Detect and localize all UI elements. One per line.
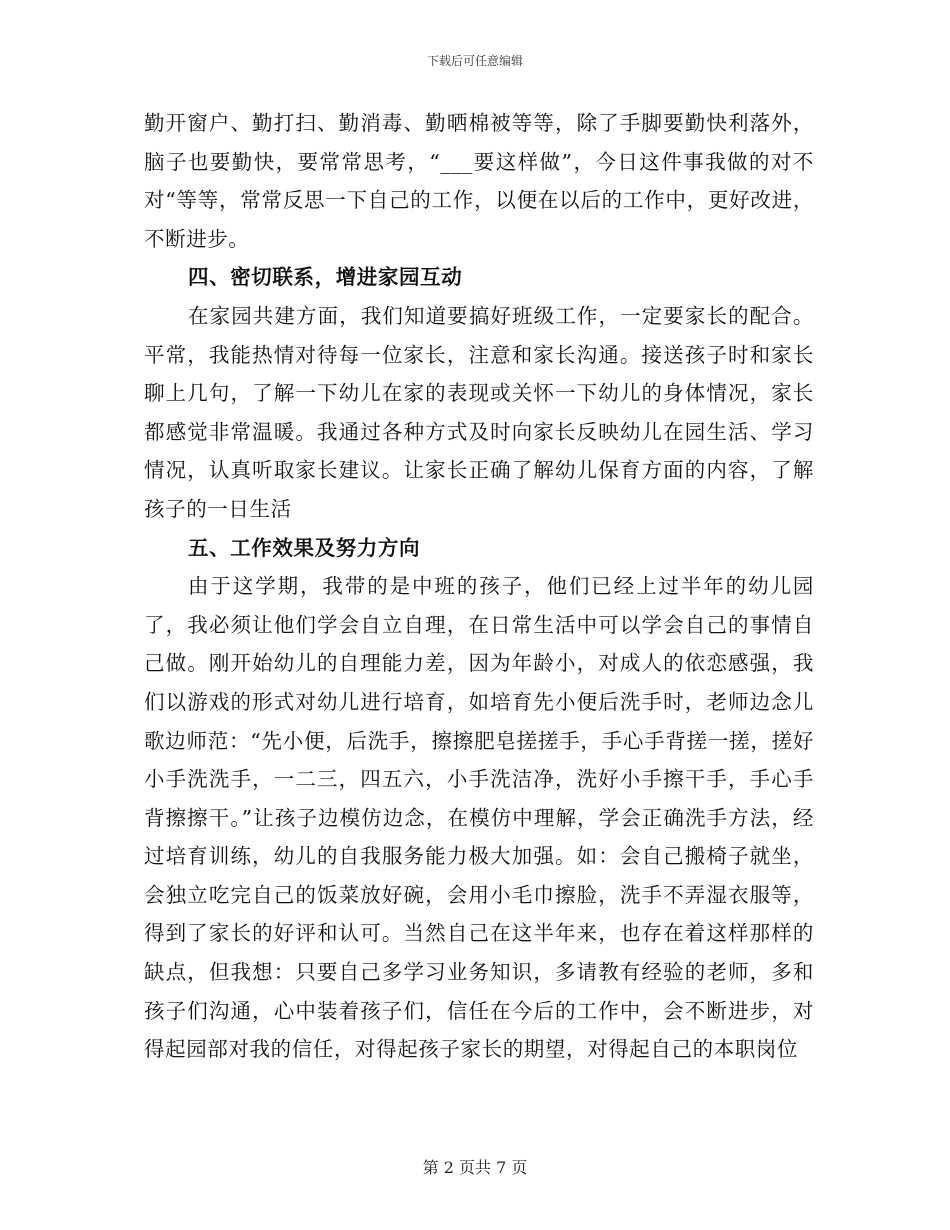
section-heading-4: 四、密切联系，增进家园互动 <box>188 265 463 290</box>
paragraph-cleaning: 勤开窗户、勤打扫、勤消毒、勤晒棉被等等，除了手脚要勤快利落外，脑子也要勤快，要常常思考，“___要这样做”，今日这件事我做的对不对“等等，常常反思一下自己的工作，以便在以后的工作中，更好改进，不断进步。 <box>144 111 814 251</box>
page-number: 第 2 页共 7 页 <box>422 1158 528 1177</box>
paragraph-work-results: 由于这学期，我带的是中班的孩子，他们已经上过半年的幼儿园了，我必须让他们学会自立自理，在日常生活中可以学会自己的事情自己做。刚开始幼儿的自理能力差，因为年龄小，对成人的依恋感强，我们以游戏的形式对幼儿进行培育，如培育先小便后洗手时，老师边念儿歌边师范：“先小便，后洗手，擦擦肥皂搓搓手，手心手背搓一搓，搓好小手洗洗手，一二三，四五六，小手洗洁净，洗好小手擦干手，手心手背擦擦干。”让孩子边模仿边念，在模仿中理解，学会正确洗手方法，经过培育训练，幼儿的自我服务能力极大加强。如：会自己搬椅子就坐，会独立吃完自己的饭菜放好碗，会用小毛巾擦脸，洗手不弄湿衣服等，得到了家长的好评和认可。当然自己在这半年来，也存在着这样那样的缺点，但我想：只要自己多学习业务知识，多请教有经验的老师，多和孩子们沟通，心中装着孩子们，信任在今后的工作中，会不断进步，对得起园部对我的信任，对得起孩子家长的期望，对得起自己的本职岗位 <box>144 574 814 1062</box>
page-header: 下载后可任意编辑 <box>426 54 523 68</box>
document-body <box>144 104 814 1069</box>
paragraph-home-school: 在家园共建方面，我们知道要搞好班级工作，一定要家长的配合。平常，我能热情对待每一位家长，注意和家长沟通。接送孩子时和家长聊上几句，了解一下幼儿在家的表现或关怀一下幼儿的身体情况，家长都感觉非常温暖。我通过各种方式及时向家长反映幼儿在园生活、学习情况，认真听取家长建议。让家长正确了解幼儿保育方面的内容，了解孩子的一日生活 <box>144 303 814 521</box>
section-heading-5: 五、工作效果及努力方向 <box>188 535 421 560</box>
